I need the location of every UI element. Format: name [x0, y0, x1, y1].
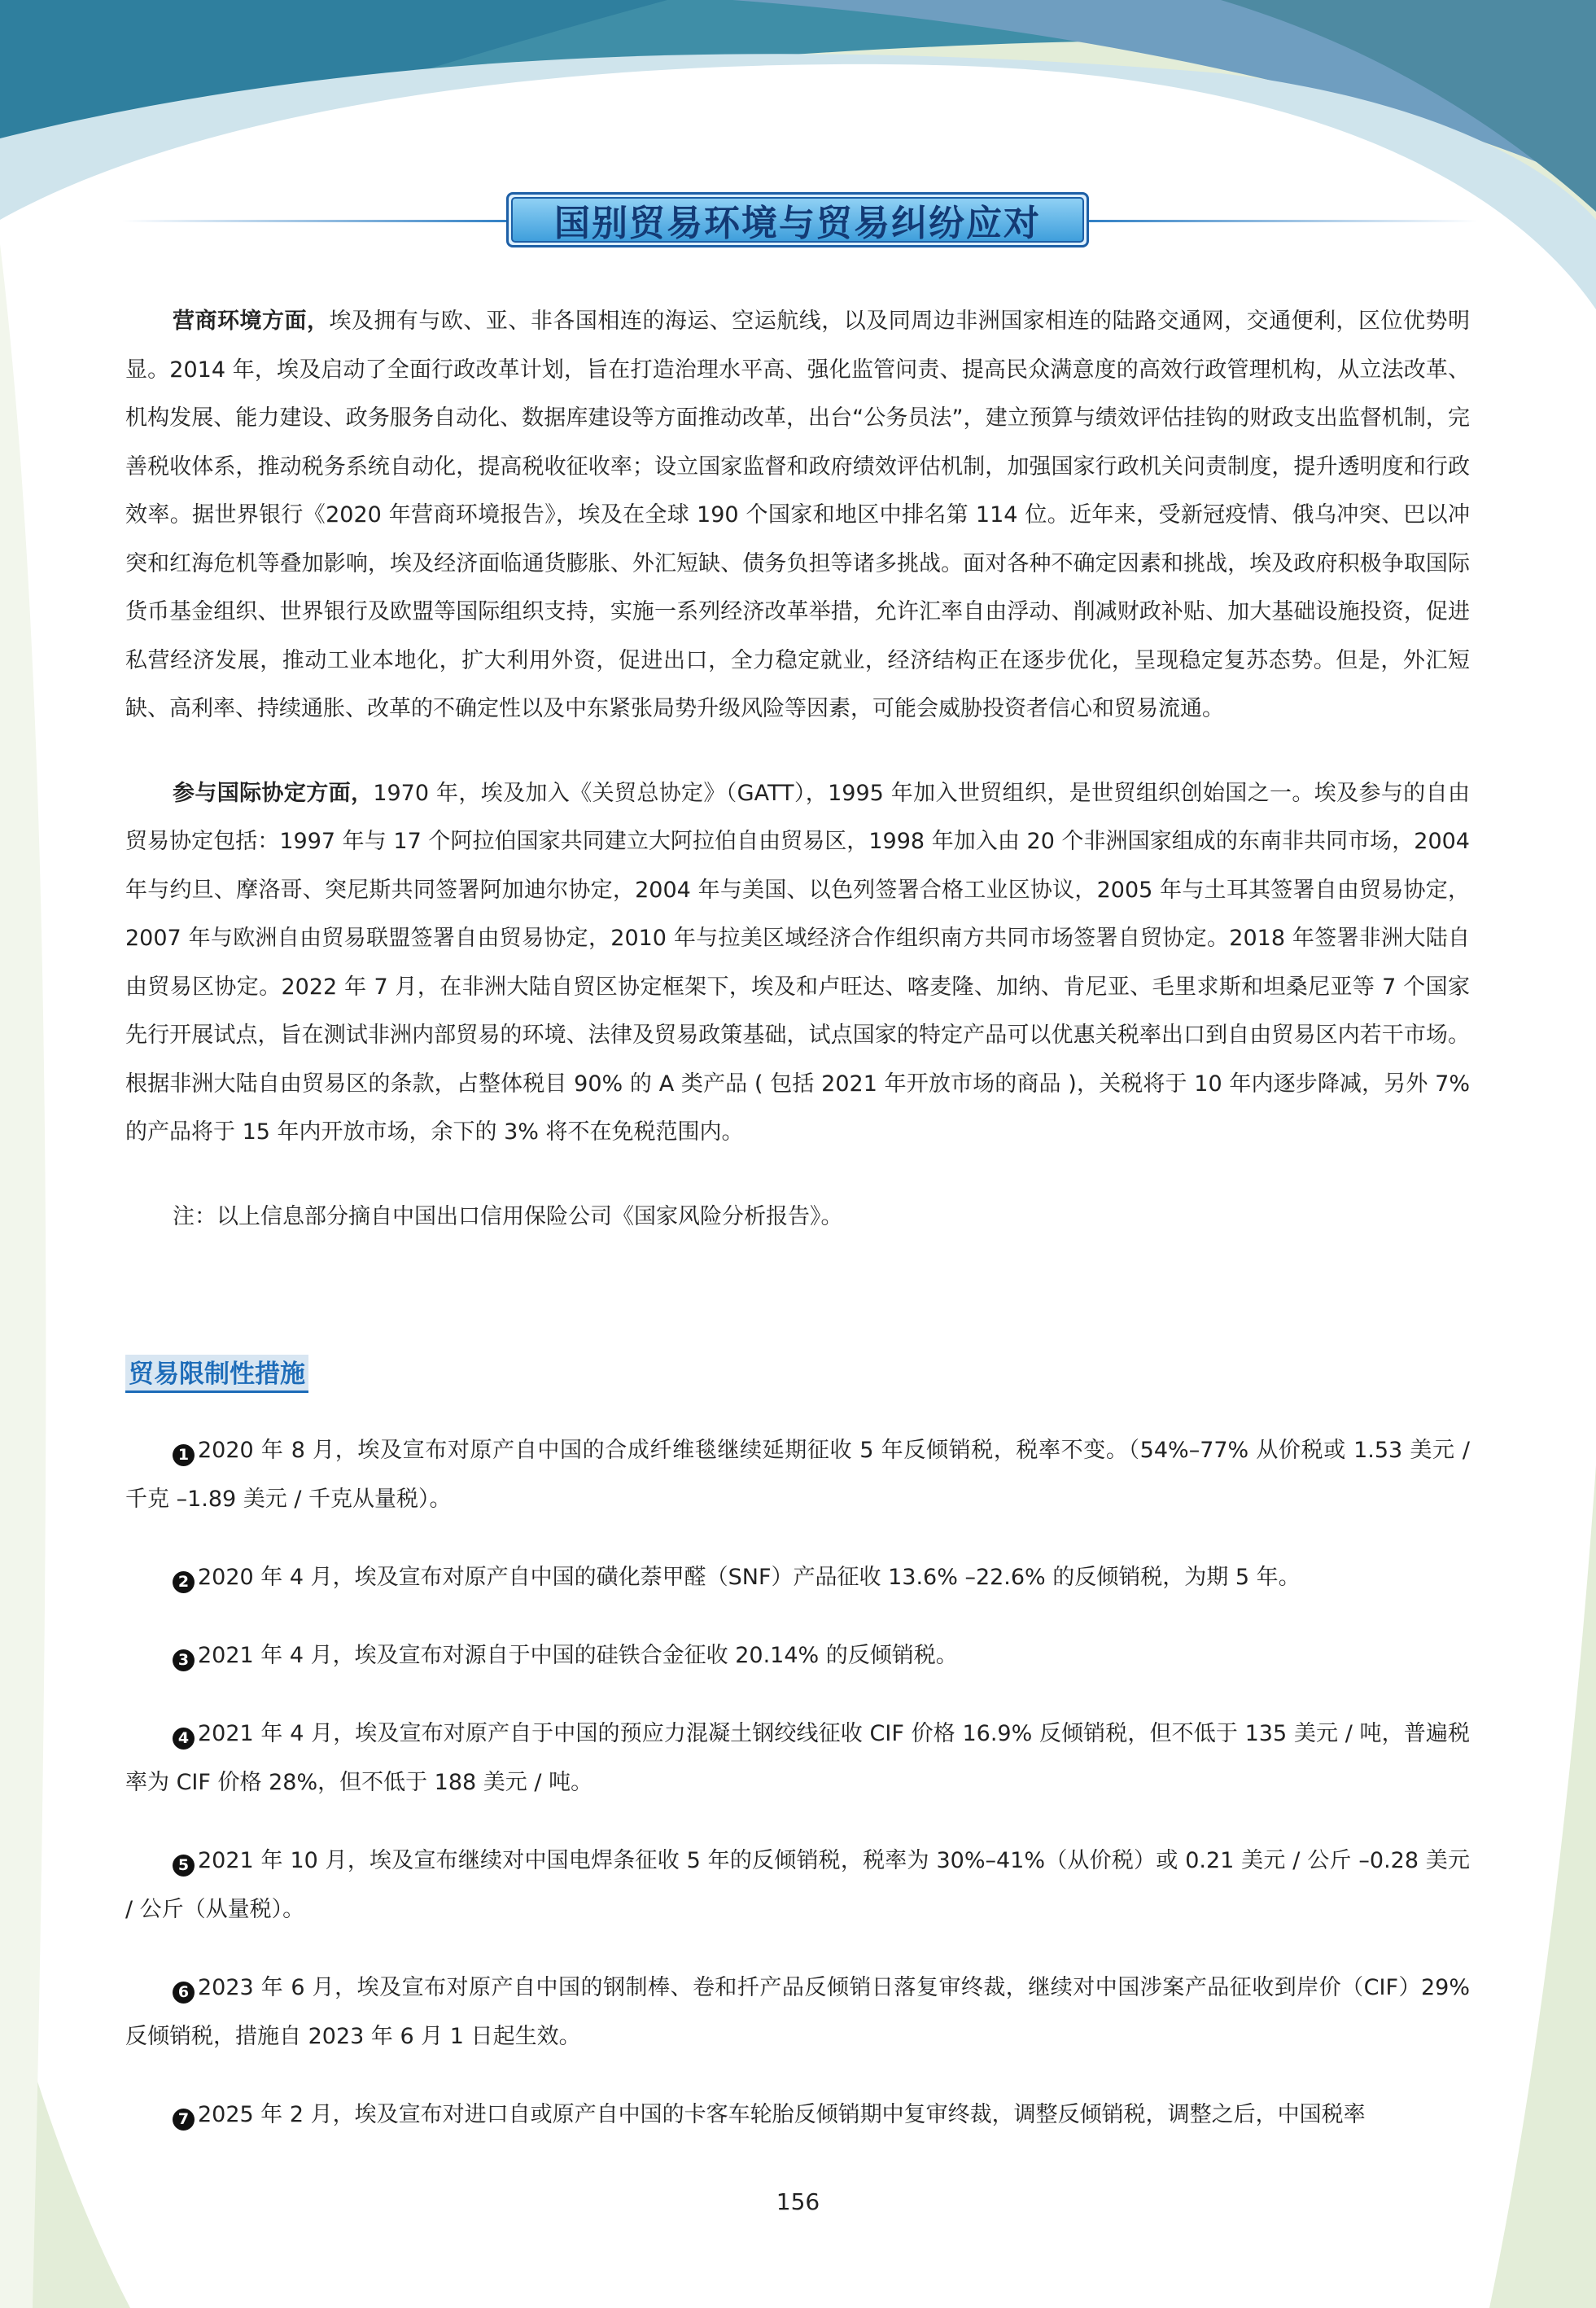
international-agreements-text: 1970 年，埃及加入《关贸总协定》（GATT），1995 年加入世贸组织，是世贸组织创始国之一。埃及参与的自由贸易协定包括：1997 年与 17 个阿拉伯国家共同建立大阿拉伯自由贸易区，1998 年加入由 20 个非洲国家组成的东南非共同市场，2004 年与约旦、摩洛哥、突尼斯共同签署阿加迪尔协定，2004 年与美国、以色列签署合格工业区协议，2005 年与土耳其签署自由贸易协定，2007 年与欧洲自由贸易联盟签署自由贸易协定，2010 年与拉美区域经济合作组织南方共同市场签署自贸协定。2018 年签署非洲大陆自由贸易区协定。2022 年 7 月，在非洲大陆自贸区协定框架下，埃及和卢旺达、喀麦隆、加纳、肯尼亚、毛里求斯和坦桑尼亚等 7 个国家先行开展试点，旨在测试非洲内部贸易的环境、法律及贸易政策基础，试点国家的特定产品可以优惠关税率出口到自由贸易区内若干市场。根据非洲大陆自由贸易区的条款，占整体税目 90% 的 A 类产品 ( 包括 2021 年开放市场的商品 )，关税将于 10 年内逐步降减，另外 7% 的产品将于 15 年内开放市场，余下的 3% 将不在免税范围内。 — [125, 780, 1470, 1145]
number-bullet-icon: 3 — [173, 1649, 195, 1671]
list-item — [125, 1631, 1470, 1680]
section-heading-trade-restrictions: 贸易限制性措施 — [125, 1355, 308, 1393]
business-environment-text: 埃及拥有与欧、亚、非各国相连的海运、空运航线，以及同周边非洲国家相连的陆路交通网，交通便利，区位优势明显。2014 年，埃及启动了全面行政改革计划，旨在打造治理水平高、强化监管问责、提高民众满意度的高效行政管理机构，从立法改革、机构发展、能力建设、政务服务自动化、数据库建设等方面推动改革，出台“公务员法”，建立预算与绩效评估挂钩的财政支出监督机制，完善税收体系，推动税务系统自动化，提高税收征收率；设立国家监督和政府绩效评估机制，加强国家行政机关问责制度，提升透明度和行政效率。据世界银行《2020 年营商环境报告》，埃及在全球 190 个国家和地区中排名第 114 位。近年来，受新冠疫情、俄乌冲突、巴以冲突和红海危机等叠加影响，埃及经济面临通货膨胀、外汇短缺、债务负担等诸多挑战。面对各种不确定因素和挑战，埃及政府积极争取国际货币基金组织、世界银行及欧盟等国际组织支持，实施一系列经济改革举措，允许汇率自由浮动、削减财政补贴、加大基础设施投资，促进私营经济发展，推动工业本地化，扩大利用外资，促进出口，全力稳定就业，经济结构正在逐步优化，呈现稳定复苏态势。但是，外汇短缺、高利率、持续通胀、改革的不确定性以及中东紧张局势升级风险等因素，可能会威胁投资者信心和贸易流通。 — [125, 309, 1471, 721]
business-environment-paragraph — [125, 297, 1470, 734]
trade-measures-list — [125, 1426, 1470, 2169]
number-bullet-icon: 2 — [173, 1571, 195, 1593]
number-bullet-icon: 4 — [173, 1728, 195, 1750]
source-note: 注：以上信息部分摘自中国出口信用保险公司《国家风险分析报告》。 — [173, 1203, 843, 1229]
page-title: 国别贸易环境与贸易纠纷应对 — [511, 197, 1084, 243]
international-agreements-lead: 参与国际协定方面， — [173, 780, 374, 806]
list-item — [125, 1710, 1470, 1807]
list-item — [125, 1964, 1470, 2061]
measure-text: 2020 年 8 月，埃及宣布对原产自中国的合成纤维毯继续延期征收 5 年反倾销税，税率不变。（54%–77% 从价税或 1.53 美元 / 千克 –1.89 美元 / 千克从量税）。 — [125, 1438, 1470, 1512]
title-frame — [506, 192, 1089, 247]
number-bullet-icon: 1 — [173, 1444, 195, 1466]
measure-text: 2020 年 4 月，埃及宣布对原产自中国的磺化萘甲醛（SNF）产品征收 13.6% –22.6% 的反倾销税，为期 5 年。 — [198, 1565, 1301, 1590]
title-rule-left — [122, 220, 513, 222]
number-bullet-icon: 6 — [173, 1982, 195, 2004]
measure-text: 2021 年 4 月，埃及宣布对原产自于中国的预应力混凝土钢绞线征收 CIF 价格 16.9% 反倾销税，但不低于 135 美元 / 吨，普遍税率为 CIF 价格 28%，但不低于 188 美元 / 吨。 — [125, 1721, 1470, 1795]
measure-text: 2025 年 2 月，埃及宣布对进口自或原产自中国的卡客车轮胎反倾销期中复审终裁，调整反倾销税，调整之后，中国税率 — [198, 2102, 1366, 2127]
list-item — [125, 1837, 1470, 1934]
number-bullet-icon: 5 — [173, 1855, 195, 1877]
list-item — [125, 2091, 1470, 2139]
list-item — [125, 1553, 1470, 1602]
measure-text: 2021 年 10 月，埃及宣布继续对中国电焊条征收 5 年的反倾销税，税率为 30%–41%（从价税）或 0.21 美元 / 公斤 –0.28 美元 / 公斤（从量税）。 — [125, 1848, 1470, 1922]
page-number: 156 — [776, 2188, 820, 2215]
business-environment-lead: 营商环境方面， — [173, 309, 330, 334]
international-agreements-paragraph — [125, 769, 1470, 1157]
list-item — [125, 1426, 1470, 1524]
main-content — [125, 297, 1470, 1241]
number-bullet-icon: 7 — [173, 2109, 195, 2131]
title-banner — [0, 186, 1596, 256]
measure-text: 2023 年 6 月，埃及宣布对原产自中国的钢制棒、卷和扦产品反倾销日落复审终裁，继续对中国涉案产品征收到岸价（CIF）29% 反倾销税，措施自 2023 年 6 月 1 日起生效。 — [125, 1975, 1470, 2049]
title-rule-right — [1087, 220, 1477, 222]
measure-text: 2021 年 4 月，埃及宣布对源自于中国的硅铁合金征收 20.14% 的反倾销税。 — [198, 1643, 958, 1668]
